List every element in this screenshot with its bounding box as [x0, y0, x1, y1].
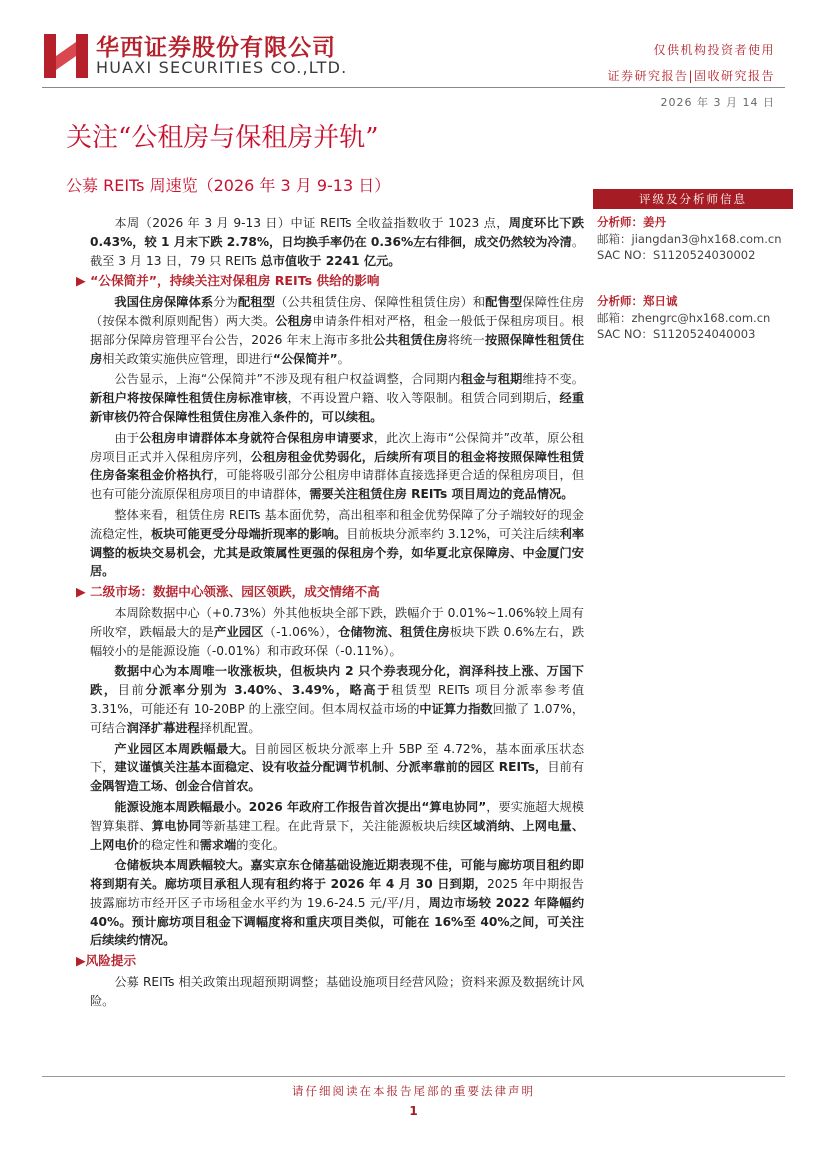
section-heading-market: ▶ 二级市场：数据中心领涨、园区领跌，成交情绪不高 — [76, 584, 380, 600]
report-date: 2026 年 3 月 14 日 — [660, 96, 775, 109]
legal-disclaimer: 请仔细阅读在本报告尾部的重要法律声明 — [292, 1084, 535, 1098]
company-name-cn: 华西证券股份有限公司 — [96, 34, 336, 61]
usage-note: 仅供机构投资者使用 — [653, 43, 775, 57]
analyst-block — [597, 293, 797, 343]
analyst-sac: SAC NO：S1120524030002 — [597, 248, 756, 262]
analyst-email[interactable]: 邮箱：jiangdan3@hx168.com.cn — [597, 231, 782, 246]
body-paragraph: 由于公租房申请群体本身就符合保租房申请要求，此次上海市“公保简并”改革，原公租房项目正式并入保租房序列，公租房租金优势弱化，后续所有项目的租金将按照保障性租赁住房备案租金价格执行，可能将吸引部分公租房申请群体直接选择更合适的保租房项目，但也有可能分流原保租房项目的申请群体，需要关注租赁住房 REITs 项目周边的竞品情况。 — [90, 430, 585, 502]
page-number: 1 — [409, 1104, 418, 1118]
body-paragraph: 整体来看，租赁住房 REITs 基本面优势，高出租率和租金优势保障了分子端较好的现金流稳定性，板块可能更受分母端折现率的影响。目前板块分派率约 3.12%，可关注后续利率调整的板块交易机会，尤其是政策属性更强的保租房个券，如华夏北京保障房、中金厦门安居。 — [90, 507, 585, 579]
footer-divider — [42, 1076, 785, 1077]
body-paragraph: 公告显示，上海“公保简并”不涉及现有租户权益调整，合同期内租金与租期维持不变。新租户将按保障性租赁住房标准审核，不再设置户籍、收入等限制。租赁合同到期后，经重新审核仍符合保障性租赁住房准入条件的，可以续租。 — [90, 372, 585, 424]
body-paragraph: 能源设施本周跌幅最小。2026 年政府工作报告首次提出“算电协同”，要实施超大规模智算集群、算电协同等新基建工程。在此背景下，关注能源板块后续区域消纳、上网电量、上网电价的稳定性和需求端的变化。 — [90, 799, 585, 852]
report-body — [76, 214, 585, 1013]
risk-paragraph: 公募 REITs 相关政策出现超预期调整；基础设施项目经营风险；资料来源及数据统计风险。 — [90, 975, 584, 1008]
report-subtitle: 公募 REITs 周速览（2026 年 3 月 9-13 日） — [66, 176, 391, 195]
body-paragraph: 仓储板块本周跌幅较大。嘉实京东仓储基础设施近期表现不佳，可能与廊坊项目租约即将到期有关。廊坊项目承租人现有租约将于 2026 年 4 月 30 日到期，2025 年中期报告披露廊坊市经开区子市场租金水平约为 19.6-24.5 元/平/月，周边市场较 2022 年降幅约 40%。预计廊坊项目租金下调幅度将和重庆项目类似，可能在 16%至 40%之间，可关注后续续约情况。 — [90, 858, 585, 948]
section-heading-policy: ▶ “公保简并”，持续关注对保租房 REITs 供给的影响 — [76, 273, 380, 289]
intro-paragraph: 本周（2026 年 3 月 9-13 日）中证 REITs 全收益指数收于 1023 点，周度环比下跌 0.43%，较 1 月末下跌 2.78%，日均换手率仍在 0.36%左右徘徊，成交仍然较为冷清。截至 3 月 13 日，79 只 REITs 总市值收于 2241 亿元。 — [90, 216, 584, 268]
analyst-block — [597, 214, 797, 264]
analyst-sac: SAC NO：S1120524040003 — [597, 327, 756, 341]
body-paragraph: 我国住房保障体系分为配租型（公共租赁住房、保障性租赁住房）和配售型保障性住房（按保本微利原则配售）两大类。公租房申请条件相对严格，租金一般低于保租房项目。根据部分保障房管理平台公告，2026 年末上海市多批公共租赁住房将统一按照保障性租赁住房相关政策实施供应管理，即进行“公保简并”。 — [90, 295, 585, 366]
section-heading-risk: ▶风险提示 — [76, 953, 137, 969]
huaxi-logo-icon — [42, 32, 90, 80]
header-divider — [42, 87, 785, 88]
analyst-email[interactable]: 邮箱：zhengrc@hx168.com.cn — [597, 310, 771, 325]
body-paragraph: 数据中心为本周唯一收涨板块，但板块内 2 只个券表现分化，润泽科技上涨、万国下跌，目前分派率分别为 3.40%、3.49%，略高于租赁型 REITs 项目分派率参考值 3.31%，可能还有 10-20BP 的上涨空间。但本周权益市场的中证算力指数回撤了 1.07%，可结合润泽扩幕进程择机配置。 — [90, 664, 585, 735]
body-paragraph: 产业园区本周跌幅最大。目前园区板块分派率上升 5BP 至 4.72%，基本面承压状态下，建议谨慎关注基本面稳定、设有收益分配调节机制、分派率靠前的园区 REITs，目前有金隅智造工场、创金合信首农。 — [90, 741, 585, 794]
rating-analyst-header: 评级及分析师信息 — [593, 189, 793, 209]
analyst-name: 分析师：姜丹 — [597, 215, 666, 229]
company-name-en: HUAXI SECURITIES CO.,LTD. — [96, 58, 348, 77]
analyst-name: 分析师：郑日诚 — [597, 294, 678, 308]
report-type: 证券研究报告|固收研究报告 — [607, 69, 775, 83]
report-title: 关注“公租房与保租房并轨” — [66, 123, 379, 153]
body-paragraph: 本周除数据中心（+0.73%）外其他板块全部下跌，跌幅介于 0.01%~1.06%较上周有所收窄，跌幅最大的是产业园区（-1.06%），仓储物流、租赁住房板块下跌 0.6%左右，跌幅较小的是能源设施（-0.01%）和市政环保（-0.11%）。 — [90, 605, 585, 658]
